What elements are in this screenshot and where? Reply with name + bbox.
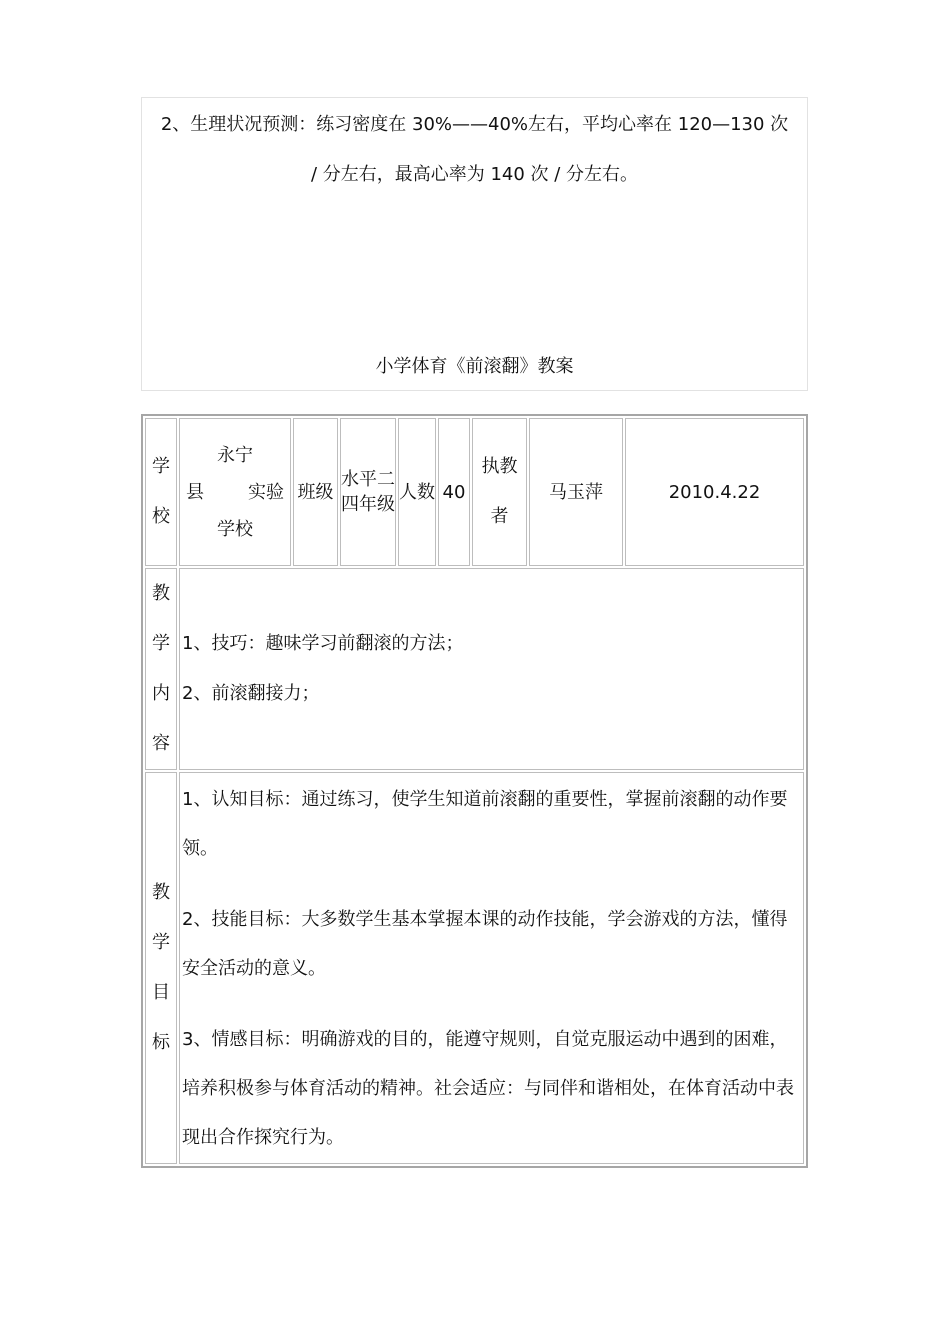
class-label: 班级: [293, 418, 338, 566]
goals-cell: [179, 772, 804, 1164]
goals-label: 教 学 目 标: [145, 772, 177, 1164]
content-item: 2、前滚翻接力；: [182, 683, 320, 704]
class-value: 水平二 四年级: [340, 418, 396, 566]
content-row: [145, 568, 804, 770]
prediction-box: [141, 97, 808, 391]
prediction-line-2: / 分左右，最高心率为 140 次 / 分左右。: [310, 164, 639, 185]
teacher-value: 马玉萍: [529, 418, 623, 566]
content-item: 1、技巧：趣味学习前翻滚的方法；: [182, 633, 464, 654]
count-value: 40: [438, 418, 470, 566]
header-row: [145, 418, 804, 566]
goal-item: 2、技能目标：大多数学生基本掌握本课的动作技能，学会游戏的方法，懂得安全活动的意义。: [182, 908, 788, 979]
school-label: 学 校: [145, 418, 177, 566]
prediction-line-1: 2、生理状况预测：练习密度在 30%——40%左右，平均心率在 120—130 次: [160, 114, 789, 135]
date-value: 2010.4.22: [625, 418, 804, 566]
document-title: 小学体育《前滚翻》教案: [375, 356, 574, 377]
teacher-label: 执教 者: [472, 418, 527, 566]
content-label: 教 学 内 容: [145, 568, 177, 770]
school-value: 永宁 县 实验 学校: [179, 418, 291, 566]
lesson-plan-table: [141, 414, 808, 1168]
goal-item: 1、认知目标：通过练习，使学生知道前滚翻的重要性，掌握前滚翻的动作要领。: [182, 788, 788, 859]
content-cell: [179, 568, 804, 770]
count-label: 人数: [398, 418, 436, 566]
goal-item: 3、情感目标：明确游戏的目的，能遵守规则，自觉克服运动中遇到的困难，培养积极参与体育活动的精神。社会适应：与同伴和谐相处，在体育活动中表现出合作探究行为。: [182, 1028, 794, 1148]
goals-row: [145, 772, 804, 1164]
